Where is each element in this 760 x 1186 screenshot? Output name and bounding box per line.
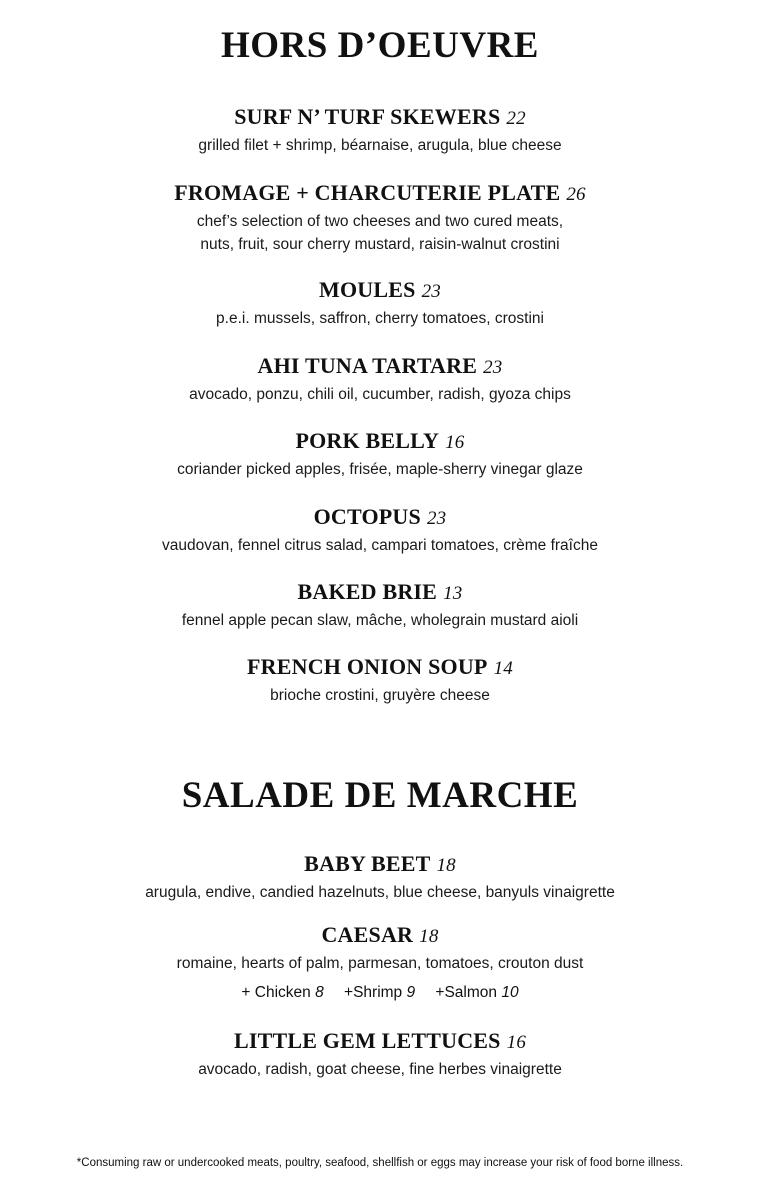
item-name: AHI TUNA TARTARE	[257, 353, 478, 378]
item-price: 22	[506, 108, 526, 129]
addon-shrimp	[344, 984, 415, 1001]
menu-item-caesar	[0, 922, 760, 975]
menu-item-little-gem-lettuces	[0, 1028, 760, 1081]
item-description: fennel apple pecan slaw, mâche, wholegrain mustard aioli	[181, 612, 579, 629]
item-description: nuts, fruit, sour cherry mustard, raisin-walnut crostini	[200, 236, 560, 253]
item-price: 14	[493, 658, 513, 679]
item-description: grilled filet + shrimp, béarnaise, arugula, blue cheese	[198, 137, 562, 154]
menu-item-ahi-tuna-tartare	[0, 353, 760, 406]
item-description: arugula, endive, candied hazelnuts, blue cheese, banyuls vinaigrette	[145, 884, 615, 901]
item-name: PORK BELLY	[295, 428, 440, 453]
addon-label: +Salmon	[435, 984, 498, 1001]
item-name: LITTLE GEM LETTUCES	[233, 1028, 501, 1053]
item-name: CAESAR	[321, 922, 414, 947]
section-title-hors-doeuvre: HORS D’OEUVRE	[221, 25, 539, 66]
item-price: 23	[421, 281, 441, 302]
addon-price: 8	[315, 984, 324, 1001]
menu-item-surf-n-turf-skewers	[0, 104, 760, 157]
menu-item-baby-beet	[0, 851, 760, 904]
item-description: coriander picked apples, frisée, maple-sherry vinegar glaze	[177, 461, 583, 478]
item-price: 26	[566, 184, 586, 205]
item-description: vaudovan, fennel citrus salad, campari tomatoes, crème fraîche	[162, 537, 598, 554]
item-description: brioche crostini, gruyère cheese	[270, 687, 490, 704]
addon-salmon	[435, 984, 518, 1001]
item-price: 16	[506, 1032, 527, 1053]
item-name: MOULES	[319, 277, 416, 302]
addon-label: +Shrimp	[344, 984, 403, 1001]
item-name: SURF N’ TURF SKEWERS	[234, 104, 501, 129]
item-price: 18	[436, 855, 456, 876]
item-price: 23	[483, 357, 503, 378]
item-price: 13	[443, 583, 463, 604]
menu-item-fromage-charcuterie-plate	[0, 180, 760, 256]
item-description: romaine, hearts of palm, parmesan, tomatoes, crouton dust	[176, 955, 584, 972]
item-name: BABY BEET	[304, 851, 431, 876]
menu-item-french-onion-soup	[0, 654, 760, 707]
item-price: 23	[426, 508, 447, 529]
item-description: chef’s selection of two cheeses and two cured meats,	[196, 213, 564, 230]
addon-label: + Chicken	[241, 984, 311, 1001]
item-description: p.e.i. mussels, saffron, cherry tomatoes, crostini	[216, 310, 544, 327]
menu-item-octopus	[0, 504, 760, 557]
addon-price: 10	[501, 984, 519, 1001]
item-name: OCTOPUS	[313, 504, 421, 529]
caesar-addons	[0, 984, 760, 1002]
food-safety-footnote: *Consuming raw or undercooked meats, poultry, seafood, shellfish or eggs may increase your risk of food borne illness.	[76, 1157, 684, 1169]
item-price: 16	[445, 432, 465, 453]
menu-item-baked-brie	[0, 579, 760, 632]
item-name: FROMAGE + CHARCUTERIE PLATE	[174, 180, 561, 205]
item-description: avocado, radish, goat cheese, fine herbes vinaigrette	[198, 1061, 562, 1078]
item-price: 18	[419, 926, 439, 947]
addon-chicken	[241, 984, 323, 1001]
item-name: FRENCH ONION SOUP	[247, 654, 488, 679]
menu-item-moules	[0, 277, 760, 330]
item-description: avocado, ponzu, chili oil, cucumber, radish, gyoza chips	[189, 386, 571, 403]
addon-price: 9	[406, 984, 416, 1001]
menu-item-pork-belly	[0, 428, 760, 481]
item-name: BAKED BRIE	[297, 579, 438, 604]
section-title-salade-de-marche: SALADE DE MARCHE	[181, 775, 579, 816]
